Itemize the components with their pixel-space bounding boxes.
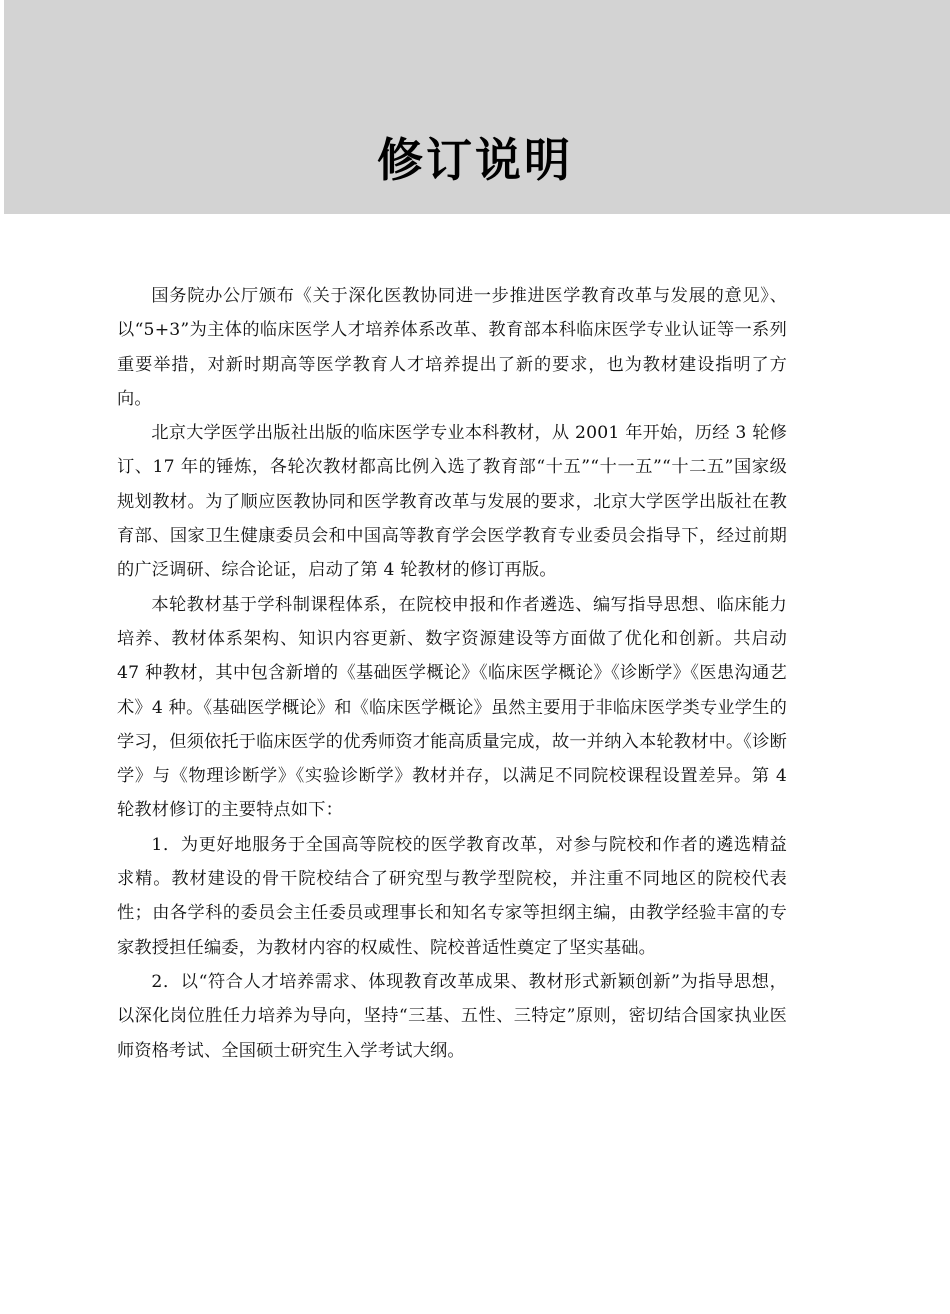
- body-text: [117, 279, 787, 1068]
- page-title: 修订说明: [377, 133, 573, 187]
- paragraph-5: 2．以“符合人才培养需求、体现教育改革成果、教材形式新颖创新”为指导思想，以深化岗位胜任力培养为导向，坚持“三基、五性、三特定”原则，密切结合国家执业医师资格考试、全国硕士研究生入学考试大纲。: [117, 971, 787, 1061]
- paragraph-3: 本轮教材基于学科制课程体系，在院校申报和作者遴选、编写指导思想、临床能力培养、教材体系架构、知识内容更新、数字资源建设等方面做了优化和创新。共启动 47 种教材，其中包含新增的《基础医学概论》《临床医学概论》《诊断学》《医患沟通艺术》4 种。《基础医学概论》和《临床医学概论》虽然主要用于非临床医学类专业学生的学习，但须依托于临床医学的优秀师资才能高质量完成，故一并纳入本轮教材中。《诊断学》与《物理诊断学》《实验诊断学》教材并存，以满足不同院校课程设置差异。第 4 轮教材修订的主要特点如下：: [117, 594, 787, 821]
- paragraph-2: 北京大学医学出版社出版的临床医学专业本科教材，从 2001 年开始，历经 3 轮修订、17 年的锤炼，各轮次教材都高比例入选了教育部“十五”“十一五”“十二五”国家级规划教材。为了顺应医教协同和医学教育改革与发展的要求，北京大学医学出版社在教育部、国家卫生健康委员会和中国高等教育学会医学教育专业委员会指导下，经过前期的广泛调研、综合论证，启动了第 4 轮教材的修订再版。: [117, 423, 787, 581]
- paragraph-4: 1．为更好地服务于全国高等院校的医学教育改革，对参与院校和作者的遴选精益求精。教材建设的骨干院校结合了研究型与教学型院校，并注重不同地区的院校代表性；由各学科的委员会主任委员或理事长和知名专家等担纲主编，由教学经验丰富的专家教授担任编委，为教材内容的权威性、院校普适性奠定了坚实基础。: [117, 834, 787, 958]
- paragraph-1: 国务院办公厅颁布《关于深化医教协同进一步推进医学教育改革与发展的意见》、以“5+3”为主体的临床医学人才培养体系改革、教育部本科临床医学专业认证等一系列重要举措，对新时期高等医学教育人才培养提出了新的要求，也为教材建设指明了方向。: [117, 286, 787, 409]
